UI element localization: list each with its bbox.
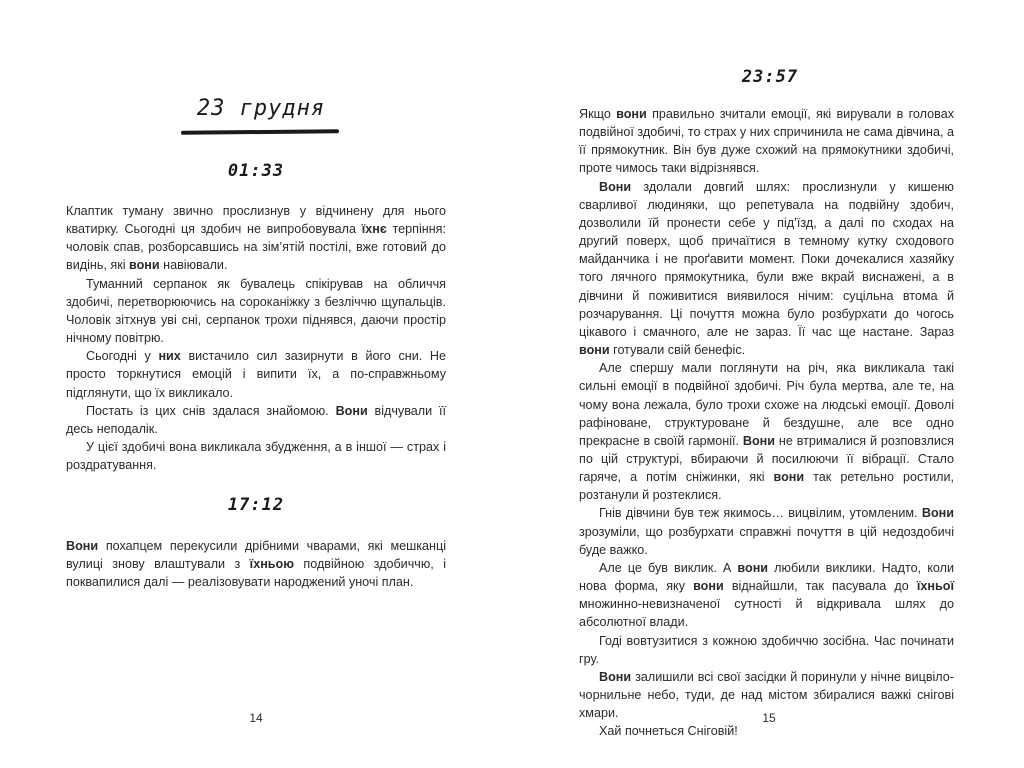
paragraph (579, 504, 954, 558)
bold-word: Вони (66, 539, 99, 553)
bold-word: вони (129, 258, 160, 273)
text-run: похапцем перекусили дрібними чварами, які мешканці вулиці знову влаштували з (66, 539, 446, 572)
time-heading-1712: 17:12 (227, 495, 285, 515)
paragraph (579, 632, 954, 668)
text-run: Туманний серпанок як бувалець спікірував на обличчя здобичі, перетворюючись на сороканіжку з безліччю щупальців. Чоловік зітхнув уві сні, серпанок трохи піднявся, даючи простір нічному повітрю. (66, 276, 446, 346)
text-run: готували свій бенефіс. (609, 343, 746, 358)
paragraph (66, 202, 446, 275)
text-run: так ретельно ростили, розтанули й розтеклися. (579, 470, 954, 503)
paragraph (66, 347, 446, 401)
page-number-left: 14 (249, 711, 263, 725)
text-run: не втрималися й розповзлися по цій структурі, вбираючи й посилюючи її вібрації. Стало гаряче, а потім сніжинки, які (579, 433, 954, 485)
text-run: множинно-невизначеної сутності й відкривала шлях до абсолютної влади. (579, 597, 954, 630)
chapter-title: 23 грудня (196, 96, 326, 121)
page-number-right: 15 (762, 711, 776, 725)
text-run: відчували її десь неподалік. (66, 403, 446, 436)
bold-word: Вони (921, 506, 954, 521)
paragraph (66, 537, 446, 591)
bold-word: вони (693, 579, 724, 594)
text-run: Годі вовтузитися з кожною здобиччю зосібна. Час починати гру. (579, 633, 954, 666)
paragraph (579, 105, 954, 178)
paragraph (66, 438, 446, 474)
paragraph (579, 178, 954, 360)
text-run: навіювали. (159, 258, 228, 273)
text-block-right (579, 105, 954, 740)
bold-word: вони (737, 560, 769, 575)
text-run: Хай почнеться Сніговій! (599, 724, 738, 739)
text-run: Гнів дівчини був теж якимось… вицвілим, утомленим. (599, 506, 922, 521)
text-run: подвійною здобиччю, і поквапилися далі — реалізовувати народжений уночі план. (66, 557, 446, 590)
text-run: правильно зчитали емоції, які вирували в головах подвійної здобичі, то страх у них спричинила не сама дівчина, а її прямокутник. Він був дуже схожий на прямокутники здобичі, проте чимось таки відрізнявся. (579, 107, 954, 176)
bold-word: вони (773, 470, 805, 485)
time-heading-0133: 01:33 (227, 161, 285, 181)
bold-word: Вони (599, 179, 632, 194)
paragraph (66, 402, 446, 438)
bold-word: них (158, 349, 181, 364)
text-run: терпіння: чоловік спав, розборсавшись на зім’ятій постілі, вже готовий до видінь, які (66, 222, 446, 273)
text-run: Якщо (579, 107, 617, 121)
bold-word: вони (616, 107, 647, 121)
bold-word: Вони (742, 433, 776, 448)
paragraph (579, 359, 954, 504)
bold-word: їхньою (249, 557, 294, 572)
bold-word: їхньої (916, 579, 954, 594)
text-run: Клаптик туману звично прослизнув у відчинену для нього кватирку. Сьогодні ця здобич не випробовувала (66, 204, 446, 237)
text-run: Але це був виклик. А (599, 560, 738, 575)
text-run: У цієї здобичі вона викликала збудження, а в іншої — страх і роздратування. (66, 440, 446, 473)
text-run: любили виклики. Надто, коли нова форма, яку (579, 560, 955, 594)
paragraph (579, 559, 954, 632)
chapter-title-underline (181, 129, 339, 135)
text-block-left-2 (66, 537, 446, 591)
bold-word: вони (579, 343, 610, 358)
paragraph (579, 722, 954, 740)
text-run: зрозуміли, що розбурхати справжні почуття в цій недоздобичі буде важко. (579, 524, 954, 557)
text-run: вистачило сил зазирнути в його сни. Не просто торкнутися емоцій і випити їх, а по-справжньому підглянути, що їх викликало. (66, 349, 447, 400)
bold-word: Вони (335, 403, 368, 418)
text-run: Сьогодні у (86, 349, 159, 364)
text-block-left-1 (66, 202, 446, 474)
right-page (512, 0, 1024, 768)
text-run: Але спершу мали поглянути на річ, яка викликала такі сильні емоції в подвійної здобичі. Річ була мертва, але те, на чому вона лежала, було трохи схоже на людські емоції. Доволі рафіноване, структуроване й бездушне, але все одно прекрасне в своїй гармонії. (579, 361, 954, 448)
text-run: Постать із цих снів здалася знайомою. (86, 403, 336, 418)
text-run: віднайшли, так пасувала до (723, 579, 917, 594)
time-heading-2357: 23:57 (741, 67, 799, 87)
text-run: здолали довгий шлях: прослизнули у кишеню сварливої людиняки, що репетувала на подвійну здобич, дозволили їй пронести себе у під’їзд, а далі по сходах на другий поверх, щоб причаїтися в темному кутку сходового майданчика і не проґавити момент. Поки дочекалися хазяйку того лячного прямокутника, були вже вкрай виснажені, а в дівчини й поживитися виявилося нічим: суцільна втома й розчарування. Ці почуття можна було розбурхати до чогось цікавого і смачного, але не зараз. Її час ще настане. Зараз (579, 179, 954, 339)
paragraph (66, 275, 446, 348)
bold-word: Вони (599, 669, 632, 684)
bold-word: їхнє (361, 222, 387, 237)
text-run: залишили всі свої засідки й поринули у нічне вицвіло-чорнильне небо, туди, де над містом збиралися важкі снігові хмари. (579, 669, 954, 721)
